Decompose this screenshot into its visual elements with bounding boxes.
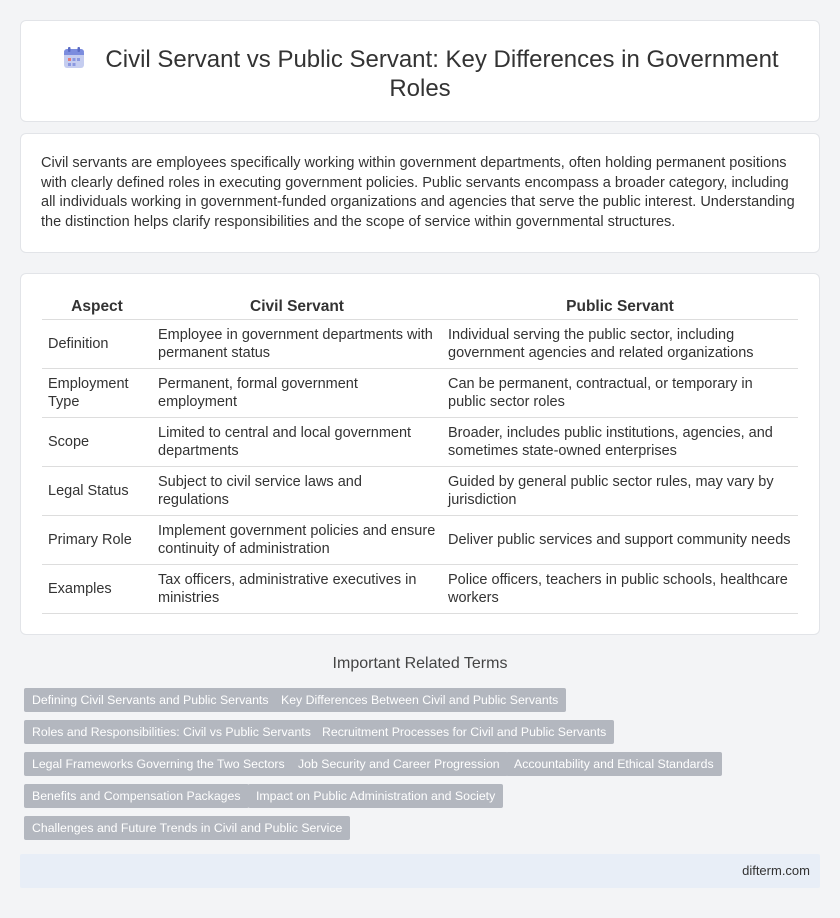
- table-row: [42, 417, 798, 466]
- related-term-link[interactable]: Challenges and Future Trends in Civil and Public Service: [24, 816, 350, 840]
- header-public-servant: Public Servant: [442, 295, 798, 319]
- row-public-servant: Guided by general public sector rules, may vary by jurisdiction: [442, 466, 798, 515]
- row-aspect: Employment Type: [42, 368, 152, 417]
- header-civil-servant: Civil Servant: [152, 295, 442, 319]
- related-term-link[interactable]: Job Security and Career Progression: [290, 752, 508, 776]
- title-card: [20, 20, 820, 122]
- related-term-link[interactable]: Accountability and Ethical Standards: [506, 752, 722, 776]
- row-aspect: Examples: [42, 564, 152, 613]
- row-civil-servant: Implement government policies and ensure continuity of administration: [152, 515, 442, 564]
- row-civil-servant: Subject to civil service laws and regulations: [152, 466, 442, 515]
- table-row: [42, 319, 798, 368]
- table-row: [42, 466, 798, 515]
- related-term-link[interactable]: Roles and Responsibilities: Civil vs Public Servants: [24, 720, 319, 744]
- table-row: [42, 564, 798, 613]
- row-aspect: Definition: [42, 319, 152, 368]
- comparison-table: [42, 295, 798, 614]
- footer-site-link[interactable]: difterm.com: [742, 863, 810, 878]
- related-term-link[interactable]: Impact on Public Administration and Society: [248, 784, 503, 808]
- row-aspect: Scope: [42, 417, 152, 466]
- comparison-card: [20, 273, 820, 635]
- footer: [20, 854, 820, 888]
- related-term-link[interactable]: Recruitment Processes for Civil and Public Servants: [314, 720, 614, 744]
- row-aspect: Primary Role: [42, 515, 152, 564]
- row-civil-servant: Limited to central and local government departments: [152, 417, 442, 466]
- row-public-servant: Police officers, teachers in public schools, healthcare workers: [442, 564, 798, 613]
- row-civil-servant: Tax officers, administrative executives in ministries: [152, 564, 442, 613]
- header-aspect: Aspect: [42, 295, 152, 319]
- intro-paragraph: Civil servants are employees specifically working within government departments, often holding permanent positions with clearly defined roles in executing government policies. Public servants encompass a broader category, including all individuals working in government-funded organizations and agencies that serve the public interest. Understanding the distinction helps clarify responsibilities and the scope of service within governmental structures.: [41, 155, 795, 230]
- row-civil-servant: Permanent, formal government employment: [152, 368, 442, 417]
- related-term-link[interactable]: Benefits and Compensation Packages: [24, 784, 249, 808]
- row-civil-servant: Employee in government departments with permanent status: [152, 319, 442, 368]
- row-public-servant: Can be permanent, contractual, or temporary in public sector roles: [442, 368, 798, 417]
- row-aspect: Legal Status: [42, 466, 152, 515]
- row-public-servant: Broader, includes public institutions, agencies, and sometimes state-owned enterprises: [442, 417, 798, 466]
- calendar-icon: [61, 45, 87, 71]
- row-public-servant: Deliver public services and support community needs: [442, 515, 798, 564]
- related-term-link[interactable]: Legal Frameworks Governing the Two Sectors: [24, 752, 293, 776]
- intro-card: [20, 133, 820, 253]
- table-row: [42, 368, 798, 417]
- table-row: [42, 515, 798, 564]
- table-header-row: [42, 295, 798, 319]
- related-term-link[interactable]: Defining Civil Servants and Public Servants: [24, 688, 277, 712]
- page-title: Civil Servant vs Public Servant: Key Differences in Government Roles: [105, 46, 779, 102]
- page-header: [61, 45, 779, 103]
- related-term-link[interactable]: Key Differences Between Civil and Public Servants: [273, 688, 566, 712]
- row-public-servant: Individual serving the public sector, including government agencies and related organizations: [442, 319, 798, 368]
- related-terms-title: Important Related Terms: [332, 655, 508, 672]
